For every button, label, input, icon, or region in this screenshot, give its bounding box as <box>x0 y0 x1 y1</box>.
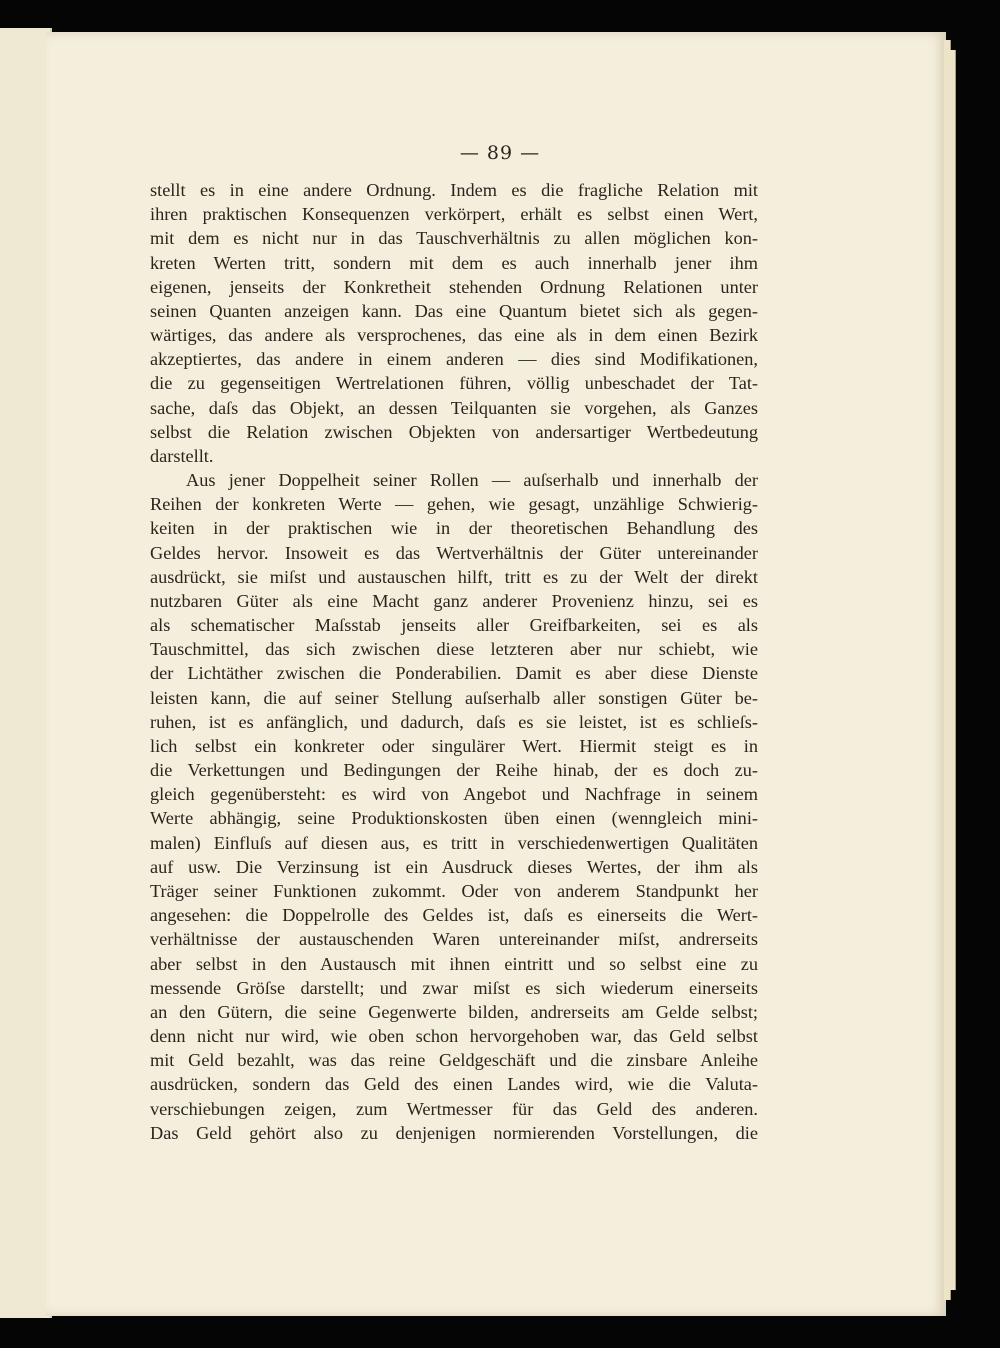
text-line: denn nicht nur wird, wie oben schon hervorgehoben war, das Geld selbst <box>150 1026 758 1047</box>
text-line: Aus jener Doppelheit seiner Rollen — auſserhalb und innerhalb der <box>186 470 758 491</box>
text-line: aber selbst in den Austausch mit ihnen eintritt und so selbst eine zu <box>150 953 758 974</box>
text-line: seinen Quanten anzeigen kann. Das eine Quantum bietet sich als gegen- <box>150 300 758 321</box>
text-line: selbst die Relation zwischen Objekten von andersartiger Wertbedeutung <box>150 421 758 442</box>
text-line: leisten kann, die auf seiner Stellung auſserhalb aller sonstigen Güter be- <box>150 687 758 708</box>
text-line: eigenen, jenseits der Konkretheit stehenden Ordnung Relationen unter <box>150 276 758 297</box>
text-line: Werte abhängig, seine Produktionskosten üben einen (wenngleich mini- <box>150 808 758 829</box>
text-line: ruhen, ist es anfänglich, und dadurch, daſs es sie leistet, ist es schlieſs- <box>150 711 758 732</box>
text-line: die zu gegenseitigen Wertrelationen führen, völlig unbeschadet der Tat- <box>150 373 758 394</box>
text-line: akzeptiertes, das andere in einem anderen — dies sind Modifikationen, <box>150 349 758 370</box>
text-line: ausdrücken, sondern das Geld des einen Landes wird, wie die Valuta- <box>150 1074 758 1095</box>
text-line: auf usw. Die Verzinsung ist ein Ausdruck dieses Wertes, der ihm als <box>150 856 758 877</box>
text-line: verhältnisse der austauschenden Waren untereinander miſst, andrerseits <box>150 929 758 950</box>
text-line: kreten Werten tritt, sondern mit dem es auch innerhalb jener ihm <box>150 252 758 273</box>
text-line: die Verkettungen und Bedingungen der Reihe hinab, der es doch zu- <box>150 760 758 781</box>
text-line: mit dem es nicht nur in das Tauschverhältnis zu allen möglichen kon- <box>150 228 758 249</box>
text-line: nutzbaren Güter als eine Macht ganz anderer Provenienz hinzu, sei es <box>150 590 758 611</box>
text-line: der Lichtäther zwischen die Ponderabilien. Damit es aber diese Dienste <box>150 663 758 684</box>
page-edge-2 <box>950 50 956 1290</box>
text-line: angesehen: die Doppelrolle des Geldes ist, daſs es einerseits die Wert- <box>150 905 758 926</box>
text-line: Träger seiner Funktionen zukommt. Oder von anderem Standpunkt her <box>150 880 758 901</box>
text-line: darstellt. <box>150 445 214 466</box>
text-line: Tauschmittel, das sich zwischen diese letzteren aber nur schiebt, wie <box>150 639 758 660</box>
text-line: Reihen der konkreten Werte — gehen, wie gesagt, unzählige Schwierig- <box>150 494 758 515</box>
facing-page-edge <box>0 28 52 1318</box>
text-line: sache, daſs das Objekt, an dessen Teilquanten sie vorgehen, als Ganzes <box>150 397 758 418</box>
body-text <box>150 178 758 1145</box>
text-line: ihren praktischen Konsequenzen verkörpert, erhält es selbst einen Wert, <box>150 204 758 225</box>
text-line: ausdrückt, sie miſst und austauschen hilft, tritt es zu der Welt der direkt <box>150 566 758 587</box>
text-line: Das Geld gehört also zu denjenigen normierenden Vorstellungen, die <box>150 1122 758 1143</box>
text-line: messende Gröſse darstellt; und zwar miſst es sich wiederum einerseits <box>150 977 758 998</box>
text-line: malen) Einfluſs auf diesen aus, es tritt in verschiedenwertigen Qualitäten <box>150 832 758 853</box>
text-line: stellt es in eine andere Ordnung. Indem es die fragliche Relation mit <box>150 180 758 200</box>
text-line: verschiebungen zeigen, zum Wertmesser für das Geld des anderen. <box>150 1098 758 1119</box>
page-number: — 89 — <box>459 142 541 164</box>
text-line: Geldes hervor. Insoweit es das Wertverhältnis der Güter untereinander <box>150 542 758 563</box>
text-line: lich selbst ein konkreter oder singulärer Wert. Hiermit steigt es in <box>150 735 758 756</box>
text-line: wärtiges, das andere als versprochenes, das eine als in dem einen Bezirk <box>150 325 758 346</box>
text-line: als schematischer Maſsstab jenseits aller Greifbarkeiten, sei es als <box>150 615 758 636</box>
text-line: mit Geld bezahlt, was das reine Geldgeschäft und die zinsbare Anleihe <box>150 1050 758 1071</box>
text-line: keiten in der praktischen wie in der theoretischen Behandlung des <box>150 518 758 539</box>
text-line: an den Gütern, die seine Gegenwerte bilden, andrerseits am Gelde selbst; <box>150 1001 758 1022</box>
text-line: gleich gegenübersteht: es wird von Angebot und Nachfrage in seinem <box>150 784 758 805</box>
